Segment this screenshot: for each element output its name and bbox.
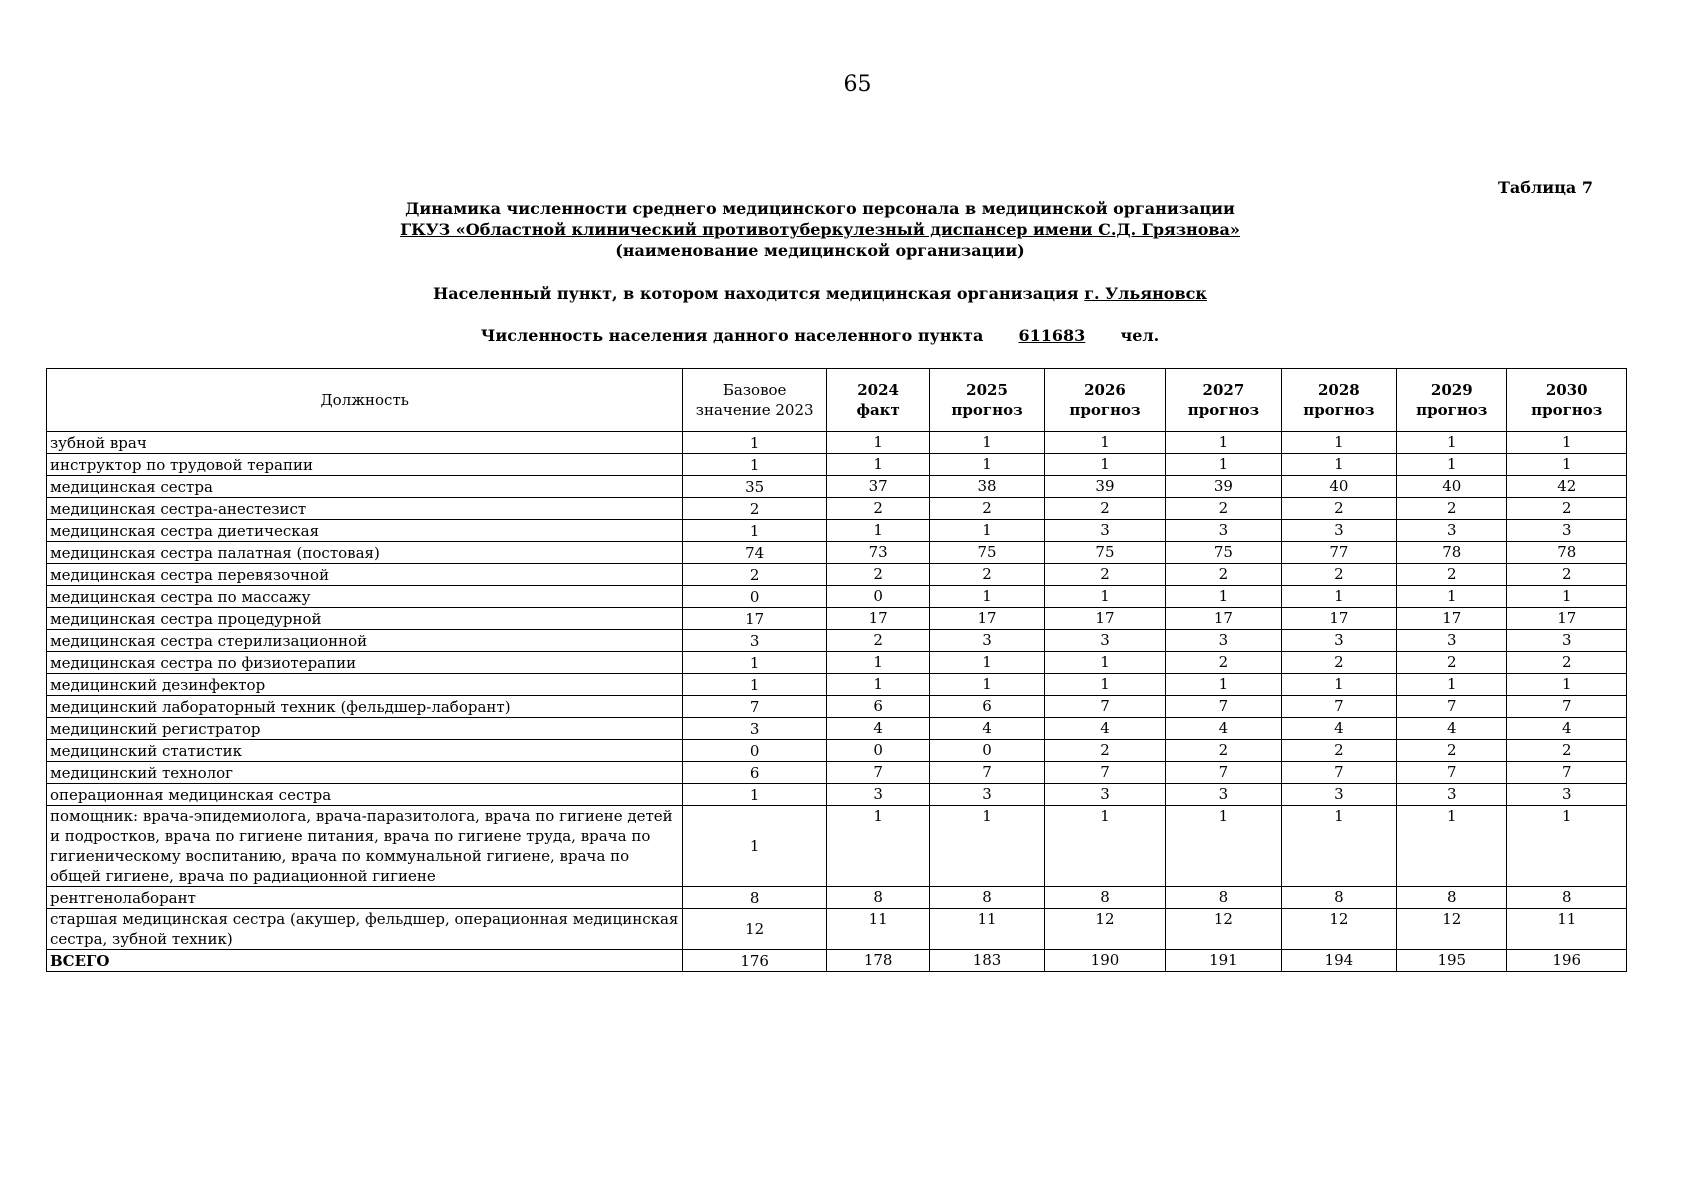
year-value-cell: 75 (1166, 542, 1281, 564)
year-value-cell: 1 (826, 674, 929, 696)
header-year (1166, 369, 1281, 432)
year-value-cell: 3 (1166, 520, 1281, 542)
position-name: зубной врач (47, 432, 683, 454)
year-value-cell: 7 (930, 762, 1044, 784)
header-year (1397, 369, 1507, 432)
year-value-cell: 1 (930, 586, 1044, 608)
position-name: медицинская сестра стерилизационной (47, 630, 683, 652)
population-unit: чел. (1120, 326, 1160, 345)
table-row (47, 806, 1627, 887)
table-row (47, 887, 1627, 909)
year-value-cell: 4 (1281, 718, 1396, 740)
header-year-label: 2026 (1084, 381, 1126, 399)
year-value-cell: 77 (1281, 542, 1396, 564)
base-value-cell: 8 (683, 887, 827, 909)
table-label: Таблица 7 (1498, 178, 1593, 197)
header-kind-label: прогноз (1531, 401, 1603, 419)
position-name: рентгенолаборант (47, 887, 683, 909)
position-name: медицинская сестра палатная (постовая) (47, 542, 683, 564)
position-name: операционная медицинская сестра (47, 784, 683, 806)
header-kind-label: прогноз (1303, 401, 1375, 419)
year-value-cell: 1 (1281, 674, 1396, 696)
year-value-cell: 1 (1507, 432, 1627, 454)
year-value-cell: 3 (1281, 630, 1396, 652)
table-row (47, 718, 1627, 740)
year-value-cell: 1 (1044, 586, 1165, 608)
year-value-cell: 1 (1044, 432, 1165, 454)
base-value-cell: 1 (683, 784, 827, 806)
year-value-cell: 1 (826, 806, 929, 887)
year-value-cell: 2 (1166, 564, 1281, 586)
base-value-cell: 2 (683, 564, 827, 586)
year-value-cell: 2 (930, 498, 1044, 520)
position-name: медицинская сестра перевязочной (47, 564, 683, 586)
document-title (0, 198, 1640, 261)
header-kind-label: прогноз (1416, 401, 1488, 419)
year-value-cell: 2 (826, 564, 929, 586)
year-value-cell: 1 (1166, 806, 1281, 887)
year-value-cell: 7 (826, 762, 929, 784)
header-position: Должность (47, 369, 683, 432)
settlement-line (0, 284, 1640, 303)
base-value-cell: 176 (683, 950, 827, 972)
year-value-cell: 2 (1166, 498, 1281, 520)
year-value-cell: 3 (1044, 630, 1165, 652)
year-value-cell: 17 (1166, 608, 1281, 630)
year-value-cell: 4 (1166, 718, 1281, 740)
year-value-cell: 2 (1507, 498, 1627, 520)
year-value-cell: 0 (826, 740, 929, 762)
table-row (47, 498, 1627, 520)
year-value-cell: 17 (1397, 608, 1507, 630)
year-value-cell: 6 (826, 696, 929, 718)
position-name: медицинский статистик (47, 740, 683, 762)
year-value-cell: 3 (1044, 784, 1165, 806)
year-value-cell: 7 (1044, 762, 1165, 784)
position-name: медицинская сестра диетическая (47, 520, 683, 542)
year-value-cell: 1 (1166, 432, 1281, 454)
table-row (47, 432, 1627, 454)
year-value-cell: 42 (1507, 476, 1627, 498)
year-value-cell: 1 (826, 520, 929, 542)
year-value-cell: 12 (1397, 909, 1507, 950)
year-value-cell: 3 (1166, 784, 1281, 806)
year-value-cell: 7 (1281, 696, 1396, 718)
year-value-cell: 1 (1397, 806, 1507, 887)
year-value-cell: 3 (1507, 630, 1627, 652)
year-value-cell: 1 (1507, 586, 1627, 608)
table-row (47, 608, 1627, 630)
year-value-cell: 4 (930, 718, 1044, 740)
year-value-cell: 1 (930, 432, 1044, 454)
table-row (47, 674, 1627, 696)
position-name: медицинский лабораторный техник (фельдшер-лаборант) (47, 696, 683, 718)
table-row (47, 740, 1627, 762)
year-value-cell: 2 (826, 630, 929, 652)
year-value-cell: 2 (1397, 740, 1507, 762)
position-name: ВСЕГО (47, 950, 683, 972)
year-value-cell: 2 (1044, 740, 1165, 762)
year-value-cell: 2 (1166, 652, 1281, 674)
year-value-cell: 7 (1166, 696, 1281, 718)
year-value-cell: 7 (1281, 762, 1396, 784)
year-value-cell: 8 (826, 887, 929, 909)
year-value-cell: 17 (826, 608, 929, 630)
year-value-cell: 7 (1166, 762, 1281, 784)
staff-table (46, 368, 1627, 972)
year-value-cell: 75 (930, 542, 1044, 564)
table-row (47, 542, 1627, 564)
year-value-cell: 2 (1397, 564, 1507, 586)
position-name: медицинский регистратор (47, 718, 683, 740)
header-year-label: 2024 (857, 381, 899, 399)
position-name: медицинская сестра по физиотерапии (47, 652, 683, 674)
year-value-cell: 3 (930, 784, 1044, 806)
header-year-label: 2030 (1545, 381, 1588, 399)
table-row (47, 586, 1627, 608)
position-name: медицинская сестра процедурной (47, 608, 683, 630)
title-line: Динамика численности среднего медицинского персонала в медицинской организации (405, 199, 1235, 218)
year-value-cell: 1 (1397, 586, 1507, 608)
year-value-cell: 8 (930, 887, 1044, 909)
year-value-cell: 7 (1397, 696, 1507, 718)
year-value-cell: 2 (1166, 740, 1281, 762)
table-row (47, 909, 1627, 950)
header-year-label: 2025 (966, 381, 1008, 399)
year-value-cell: 8 (1507, 887, 1627, 909)
year-value-cell: 78 (1507, 542, 1627, 564)
year-value-cell: 1 (1281, 454, 1396, 476)
base-value-cell: 1 (683, 454, 827, 476)
year-value-cell: 2 (826, 498, 929, 520)
base-value-cell: 6 (683, 762, 827, 784)
population-label: Численность населения данного населенного пункта (480, 326, 984, 345)
position-name: медицинский технолог (47, 762, 683, 784)
year-value-cell: 2 (1281, 652, 1396, 674)
page-number: 65 (843, 72, 872, 97)
table-header-row (47, 369, 1627, 432)
base-value-cell: 1 (683, 432, 827, 454)
header-kind-label: прогноз (1069, 401, 1141, 419)
year-value-cell: 12 (1166, 909, 1281, 950)
table-body (47, 432, 1627, 972)
year-value-cell: 7 (1507, 762, 1627, 784)
year-value-cell: 191 (1166, 950, 1281, 972)
year-value-cell: 40 (1281, 476, 1396, 498)
year-value-cell: 7 (1044, 696, 1165, 718)
year-value-cell: 17 (930, 608, 1044, 630)
settlement-value: г. Ульяновск (1084, 284, 1207, 303)
year-value-cell: 2 (1397, 652, 1507, 674)
year-value-cell: 1 (930, 674, 1044, 696)
year-value-cell: 3 (1397, 784, 1507, 806)
year-value-cell: 12 (1281, 909, 1396, 950)
header-year (930, 369, 1044, 432)
year-value-cell: 17 (1044, 608, 1165, 630)
organization-caption: (наименование медицинской организации) (615, 241, 1025, 260)
year-value-cell: 0 (826, 586, 929, 608)
table-row (47, 762, 1627, 784)
year-value-cell: 1 (1397, 674, 1507, 696)
year-value-cell: 3 (1397, 630, 1507, 652)
year-value-cell: 1 (1281, 806, 1396, 887)
year-value-cell: 1 (1397, 432, 1507, 454)
year-value-cell: 12 (1044, 909, 1165, 950)
year-value-cell: 194 (1281, 950, 1396, 972)
year-value-cell: 17 (1281, 608, 1396, 630)
header-year-label: 2027 (1202, 381, 1245, 399)
year-value-cell: 6 (930, 696, 1044, 718)
base-value-cell: 35 (683, 476, 827, 498)
year-value-cell: 4 (826, 718, 929, 740)
year-value-cell: 1 (826, 652, 929, 674)
year-value-cell: 178 (826, 950, 929, 972)
year-value-cell: 73 (826, 542, 929, 564)
year-value-cell: 0 (930, 740, 1044, 762)
year-value-cell: 1 (930, 520, 1044, 542)
year-value-cell: 8 (1166, 887, 1281, 909)
year-value-cell: 2 (1507, 740, 1627, 762)
year-value-cell: 40 (1397, 476, 1507, 498)
year-value-cell: 1 (1044, 454, 1165, 476)
year-value-cell: 2 (1044, 498, 1165, 520)
base-value-cell: 74 (683, 542, 827, 564)
header-year (1044, 369, 1165, 432)
year-value-cell: 37 (826, 476, 929, 498)
year-value-cell: 39 (1044, 476, 1165, 498)
year-value-cell: 38 (930, 476, 1044, 498)
table-row (47, 564, 1627, 586)
base-value-cell: 3 (683, 630, 827, 652)
year-value-cell: 17 (1507, 608, 1627, 630)
position-name: инструктор по трудовой терапии (47, 454, 683, 476)
year-value-cell: 8 (1397, 887, 1507, 909)
header-kind-label: факт (856, 401, 900, 419)
base-value-cell: 3 (683, 718, 827, 740)
year-value-cell: 4 (1044, 718, 1165, 740)
position-name: медицинская сестра-анестезист (47, 498, 683, 520)
year-value-cell: 39 (1166, 476, 1281, 498)
header-year-label: 2028 (1317, 381, 1360, 399)
year-value-cell: 190 (1044, 950, 1165, 972)
year-value-cell: 195 (1397, 950, 1507, 972)
base-value-cell: 7 (683, 696, 827, 718)
position-name: медицинский дезинфектор (47, 674, 683, 696)
year-value-cell: 3 (1507, 520, 1627, 542)
year-value-cell: 7 (1507, 696, 1627, 718)
table-row (47, 630, 1627, 652)
year-value-cell: 3 (930, 630, 1044, 652)
population-line (0, 326, 1640, 345)
header-kind-label: прогноз (951, 401, 1023, 419)
total-row (47, 950, 1627, 972)
header-year (826, 369, 929, 432)
position-name: медицинская сестра по массажу (47, 586, 683, 608)
base-value-cell: 1 (683, 674, 827, 696)
year-value-cell: 11 (826, 909, 929, 950)
header-kind-label: прогноз (1187, 401, 1260, 419)
table-row (47, 454, 1627, 476)
base-value-cell: 17 (683, 608, 827, 630)
year-value-cell: 3 (1281, 520, 1396, 542)
year-value-cell: 3 (1281, 784, 1396, 806)
header-year (1507, 369, 1627, 432)
position-name: медицинская сестра (47, 476, 683, 498)
year-value-cell: 1 (826, 432, 929, 454)
year-value-cell: 8 (1044, 887, 1165, 909)
year-value-cell: 2 (930, 564, 1044, 586)
year-value-cell: 196 (1507, 950, 1627, 972)
year-value-cell: 3 (826, 784, 929, 806)
year-value-cell: 1 (930, 454, 1044, 476)
year-value-cell: 183 (930, 950, 1044, 972)
year-value-cell: 1 (1044, 652, 1165, 674)
settlement-label: Населенный пункт, в котором находится медицинская организация (433, 284, 1079, 303)
year-value-cell: 78 (1397, 542, 1507, 564)
year-value-cell: 1 (1044, 674, 1165, 696)
year-value-cell: 1 (1281, 586, 1396, 608)
year-value-cell: 1 (1281, 432, 1396, 454)
year-value-cell: 11 (1507, 909, 1627, 950)
year-value-cell: 1 (1507, 806, 1627, 887)
year-value-cell: 1 (1507, 454, 1627, 476)
year-value-cell: 2 (1507, 564, 1627, 586)
population-value: 611683 (1018, 326, 1086, 345)
year-value-cell: 3 (1044, 520, 1165, 542)
year-value-cell: 2 (1397, 498, 1507, 520)
year-value-cell: 2 (1281, 564, 1396, 586)
table-row (47, 784, 1627, 806)
header-year (1281, 369, 1396, 432)
base-value-cell: 1 (683, 520, 827, 542)
base-value-cell: 0 (683, 586, 827, 608)
year-value-cell: 2 (1281, 740, 1396, 762)
organization-name: ГКУЗ «Областной клинический противотуберкулезный диспансер имени С.Д. Грязнова» (400, 220, 1240, 239)
base-value-cell: 12 (683, 909, 827, 950)
header-year-label: 2029 (1430, 381, 1473, 399)
year-value-cell: 1 (930, 806, 1044, 887)
year-value-cell: 1 (1044, 806, 1165, 887)
year-value-cell: 8 (1281, 887, 1396, 909)
year-value-cell: 1 (930, 652, 1044, 674)
year-value-cell: 2 (1507, 652, 1627, 674)
base-value-cell: 2 (683, 498, 827, 520)
year-value-cell: 2 (1044, 564, 1165, 586)
base-value-cell: 1 (683, 806, 827, 887)
table-row (47, 520, 1627, 542)
year-value-cell: 1 (1397, 454, 1507, 476)
year-value-cell: 7 (1397, 762, 1507, 784)
year-value-cell: 1 (826, 454, 929, 476)
table-row (47, 696, 1627, 718)
table-row (47, 476, 1627, 498)
base-value-cell: 1 (683, 652, 827, 674)
position-name: помощник: врача-эпидемиолога, врача-паразитолога, врача по гигиене детей и подростков, врача по гигиене питания, врача по гигиене труда, врача по гигиеническому воспитанию, врача по коммунальной гигиене, врача по общей гигиене, врача по радиационной гигиене (47, 806, 683, 887)
year-value-cell: 1 (1507, 674, 1627, 696)
year-value-cell: 4 (1507, 718, 1627, 740)
year-value-cell: 3 (1166, 630, 1281, 652)
year-value-cell: 4 (1397, 718, 1507, 740)
header-base-value: Базовое значение 2023 (683, 369, 827, 432)
year-value-cell: 11 (930, 909, 1044, 950)
year-value-cell: 2 (1281, 498, 1396, 520)
position-name: старшая медицинская сестра (акушер, фельдшер, операционная медицинская сестра, зубной техник) (47, 909, 683, 950)
base-value-cell: 0 (683, 740, 827, 762)
table-row (47, 652, 1627, 674)
year-value-cell: 1 (1166, 586, 1281, 608)
year-value-cell: 75 (1044, 542, 1165, 564)
year-value-cell: 1 (1166, 454, 1281, 476)
year-value-cell: 1 (1166, 674, 1281, 696)
year-value-cell: 3 (1507, 784, 1627, 806)
year-value-cell: 3 (1397, 520, 1507, 542)
